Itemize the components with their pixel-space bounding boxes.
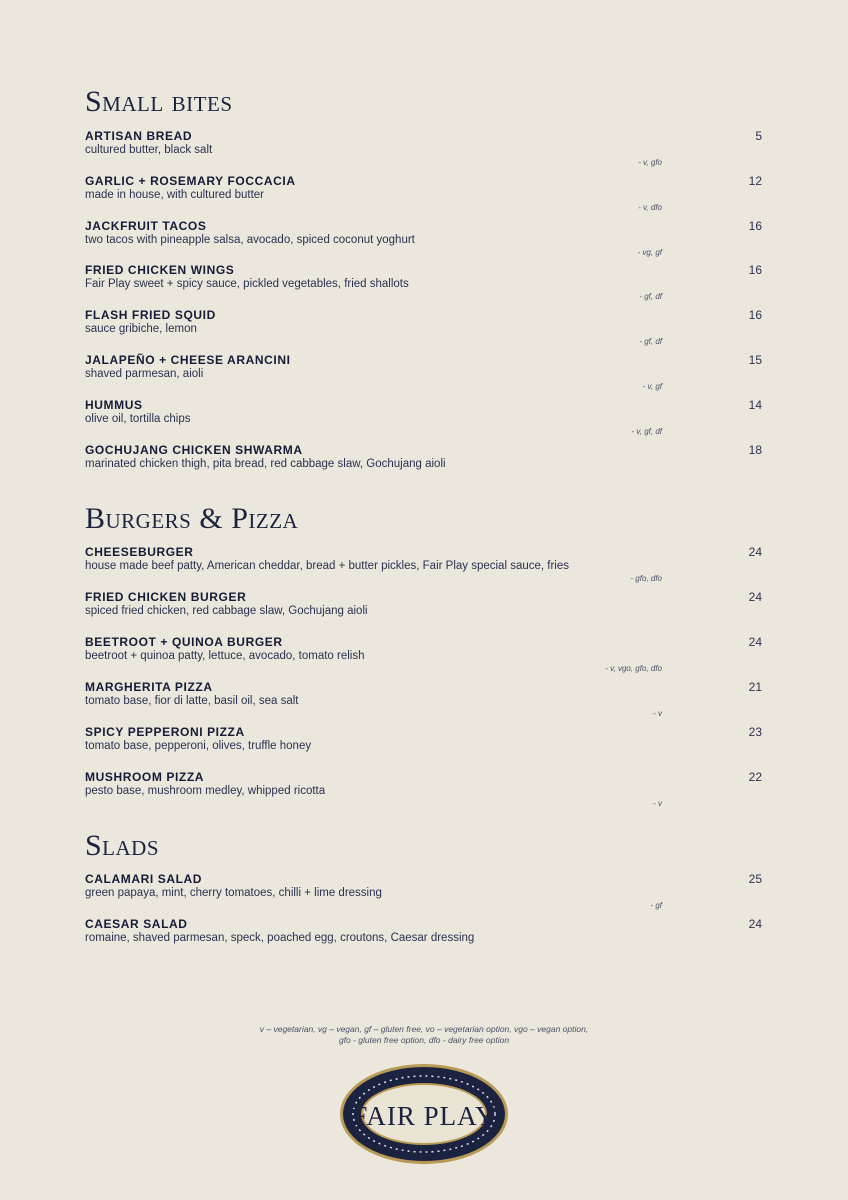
- item-name: FRIED CHICKEN BURGER: [85, 590, 247, 604]
- item-name: ARTISAN BREAD: [85, 129, 193, 143]
- section-title-burgers-pizza: Burgers & Pizza: [85, 502, 299, 535]
- item-dietary-tags: - gf, df: [639, 292, 662, 301]
- section-title-salads: Slads: [85, 829, 160, 862]
- menu-item: [85, 770, 762, 815]
- logo-text: FAIR PLAY: [352, 1101, 496, 1131]
- item-description: tomato base, pepperoni, olives, truffle honey: [85, 740, 312, 752]
- item-price: 24: [748, 917, 762, 931]
- item-dietary-tags: - gfo, dfo: [630, 574, 662, 583]
- item-name: MUSHROOM PIZZA: [85, 770, 205, 784]
- item-name: GARLIC + ROSEMARY FOCCACIA: [85, 174, 296, 188]
- item-dietary-tags: - v, gfo: [638, 158, 662, 167]
- item-dietary-tags: - v, gf: [642, 382, 662, 391]
- item-dietary-tags: - gf: [650, 901, 662, 910]
- item-name: SPICY PEPPERONI PIZZA: [85, 725, 245, 739]
- item-description: house made beef patty, American cheddar, bread + butter pickles, Fair Play special sauce, fries: [85, 560, 570, 572]
- item-name: HUMMUS: [85, 398, 143, 412]
- item-description: beetroot + quinoa patty, lettuce, avocado, tomato relish: [85, 650, 365, 662]
- menu-item: [85, 725, 762, 770]
- item-price: 24: [748, 545, 762, 559]
- item-description: shaved parmesan, aioli: [85, 368, 204, 380]
- item-price: 15: [748, 353, 762, 367]
- item-name: JACKFRUIT TACOS: [85, 219, 207, 233]
- item-name: FLASH FRIED SQUID: [85, 308, 216, 322]
- legend-line: gfo - gluten free option, dfo - dairy free option: [338, 1035, 510, 1045]
- item-description: romaine, shaved parmesan, speck, poached egg, croutons, Caesar dressing: [85, 932, 475, 944]
- item-dietary-tags: - v, gf, df: [631, 427, 662, 436]
- item-name: CHEESEBURGER: [85, 545, 194, 559]
- item-name: CALAMARI SALAD: [85, 872, 203, 886]
- dietary-legend: [200, 1024, 648, 1046]
- menu-item: [85, 174, 762, 219]
- item-price: 23: [748, 725, 762, 739]
- item-dietary-tags: - v: [653, 799, 662, 808]
- item-description: green papaya, mint, cherry tomatoes, chilli + lime dressing: [85, 887, 382, 899]
- item-name: BEETROOT + QUINOA BURGER: [85, 635, 283, 649]
- menu-item: [85, 680, 762, 725]
- item-price: 22: [748, 770, 762, 784]
- item-description: marinated chicken thigh, pita bread, red cabbage slaw, Gochujang aioli: [85, 458, 446, 470]
- item-dietary-tags: - v: [653, 709, 662, 718]
- menu-item: [85, 545, 762, 590]
- item-description: pesto base, mushroom medley, whipped ricotta: [85, 785, 326, 797]
- item-price: 5: [755, 129, 762, 143]
- legend-line: v – vegetarian, vg – vegan, gf – gluten free, vo – vegetarian option, vgo – vegan option,: [259, 1024, 589, 1034]
- menu-item: [85, 635, 762, 680]
- item-dietary-tags: - vg, gf: [637, 248, 662, 257]
- item-description: spiced fried chicken, red cabbage slaw, Gochujang aioli: [85, 605, 368, 617]
- item-name: JALAPEÑO + CHEESE ARANCINI: [85, 353, 291, 367]
- item-price: 21: [748, 680, 762, 694]
- menu-item: [85, 398, 762, 443]
- menu-item: [85, 219, 762, 264]
- item-price: 18: [748, 443, 762, 457]
- item-price: 12: [748, 174, 762, 188]
- item-name: CAESAR SALAD: [85, 917, 188, 931]
- item-description: olive oil, tortilla chips: [85, 413, 191, 425]
- menu-item: [85, 917, 762, 962]
- item-dietary-tags: - gf, df: [639, 337, 662, 346]
- menu-item: [85, 590, 762, 635]
- menu-item: [85, 872, 762, 917]
- menu-item: [85, 353, 762, 398]
- item-price: 24: [748, 635, 762, 649]
- item-dietary-tags: - v, dfo: [638, 203, 662, 212]
- item-description: cultured butter, black salt: [85, 144, 213, 156]
- item-price: 16: [748, 263, 762, 277]
- menu-item: [85, 129, 762, 174]
- menu-item: [85, 263, 762, 308]
- item-description: sauce gribiche, lemon: [85, 323, 197, 335]
- item-description: two tacos with pineapple salsa, avocado, spiced coconut yoghurt: [85, 234, 415, 246]
- item-name: GOCHUJANG CHICKEN SHWARMA: [85, 443, 303, 457]
- item-price: 25: [748, 872, 762, 886]
- section-title-small-bites: Small bites: [85, 85, 233, 118]
- menu-item: [85, 308, 762, 353]
- item-name: MARGHERITA PIZZA: [85, 680, 213, 694]
- item-price: 16: [748, 308, 762, 322]
- item-dietary-tags: - v, vgo, gfo, dfo: [605, 664, 662, 673]
- item-price: 14: [748, 398, 762, 412]
- fair-play-logo: [338, 1062, 510, 1166]
- item-price: 24: [748, 590, 762, 604]
- item-name: FRIED CHICKEN WINGS: [85, 263, 235, 277]
- menu-item: [85, 443, 762, 488]
- item-price: 16: [748, 219, 762, 233]
- item-description: tomato base, fior di latte, basil oil, sea salt: [85, 695, 299, 707]
- item-description: made in house, with cultured butter: [85, 189, 264, 201]
- item-description: Fair Play sweet + spicy sauce, pickled vegetables, fried shallots: [85, 278, 409, 290]
